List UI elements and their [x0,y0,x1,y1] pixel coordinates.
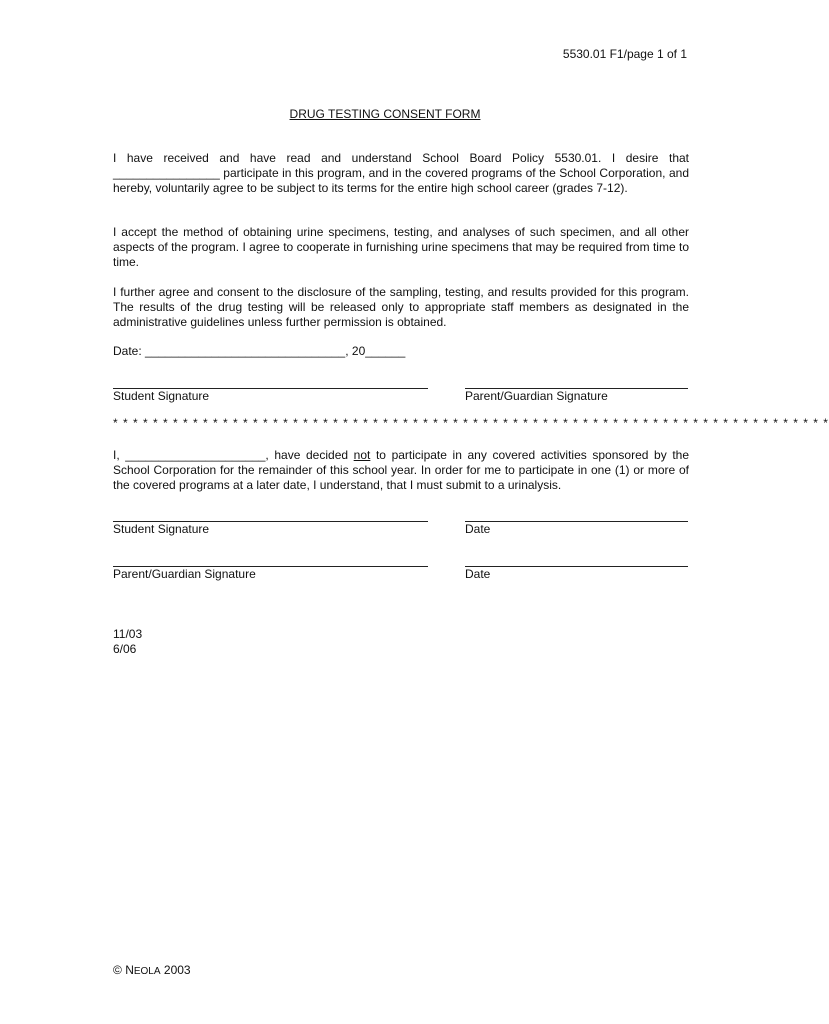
student-signature-label-1: Student Signature [113,389,210,403]
student-signature-label-2: Student Signature [113,522,210,536]
date-line-1[interactable] [465,521,688,522]
consent-paragraph-1: I have received and have read and understand School Board Policy 5530.01. I desire that ________________ participate in this program, and in the covered programs of the School Corporation, and hereby, voluntarily agree to be subject to its terms for the entire high school career (grades 7-12). [113,151,689,195]
opt-out-emphasis: not [353,448,371,462]
date-label-2: Date [465,567,491,581]
opt-out-suffix: to participate in any covered activities sponsored by the School Corporation for the remainder of this school year. In order for me to participate in one (1) or more of the covered programs at a later date, I understand, that I must submit to a urinalysis. [113,448,689,492]
date-line-2[interactable] [465,566,688,567]
copyright-year: 2003 [163,963,191,977]
copyright-brand-rest: EOLA [133,966,161,977]
opt-out-prefix: I, _____________________, have decided [113,448,354,462]
copyright-symbol: © [113,963,122,977]
opt-out-paragraph [113,448,689,493]
date-line[interactable]: Date: ______________________________, 20______ [113,344,406,358]
parent-signature-label-1: Parent/Guardian Signature [465,389,608,403]
date-label-1: Date [465,522,491,536]
form-reference: 5530.01 F1/page 1 of 1 [562,47,687,61]
parent-signature-label-2: Parent/Guardian Signature [113,567,256,581]
revision-date-1: 11/03 [113,627,143,641]
consent-paragraph-2: I accept the method of obtaining urine specimens, testing, and analyses of such specimen, and all other aspects of the program. I agree to cooperate in furnishing urine specimens that may be required from time to time. [113,225,689,269]
section-divider: * * * * * * * * * * * * * * * * * * * * * * * * * * * * * * * * * * * * * * * * * * * * * * * * * * * * * * * * * * * * * * * * * * * * * * * * [113,416,829,430]
revision-date-2: 6/06 [113,642,137,656]
copyright-brand-initial: N [125,963,134,977]
consent-paragraph-3: I further agree and consent to the disclosure of the sampling, testing, and results provided for this program. The results of the drug testing will be released only to appropriate staff members as designated in the administrative guidelines unless further permission is obtained. [113,285,689,329]
copyright-notice [113,963,191,977]
form-title: DRUG TESTING CONSENT FORM [289,107,481,121]
